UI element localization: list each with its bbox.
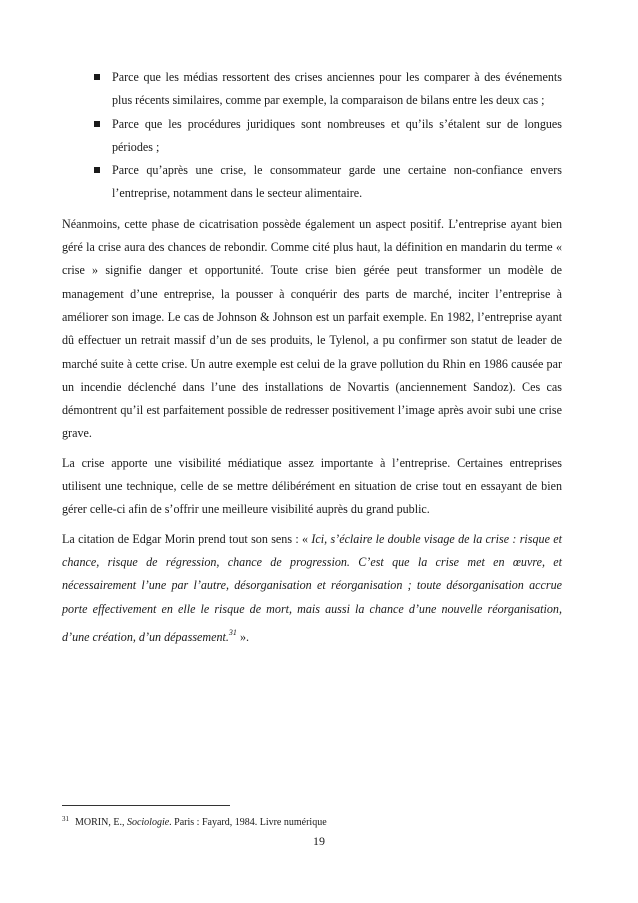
bullet-list	[62, 66, 562, 206]
square-bullet-icon	[94, 167, 100, 173]
list-item	[62, 113, 562, 160]
quote-closing: ».	[236, 629, 250, 644]
footnote-number: 31	[62, 815, 69, 823]
bullet-text: Parce qu’après une crise, le consommateur garde une certaine non-confiance envers l’entreprise, notamment dans le secteur alimentaire.	[112, 163, 562, 201]
quote-paragraph	[62, 528, 562, 649]
footnote-details: . Paris : Fayard, 1984. Livre numérique	[169, 817, 327, 828]
footnote-title: Sociologie	[126, 817, 170, 828]
footnote-reference[interactable]: 31	[228, 627, 237, 637]
list-item	[62, 159, 562, 206]
footnote	[62, 813, 562, 829]
square-bullet-icon	[94, 74, 100, 80]
quote-intro: La citation de Edgar Morin prend tout son sens : «	[62, 531, 312, 546]
bullet-text: Parce que les procédures juridiques sont nombreuses et qu’ils s’étalent sur de longues périodes ;	[112, 116, 562, 154]
paragraph: La crise apporte une visibilité médiatique assez importante à l’entreprise. Certaines entreprises utilisent une technique, celle de se mettre délibérément en situation de crise tout en essayant de bien gérer celle-ci afin de s’offrir une meilleure visibilité auprès du grand public.	[62, 455, 562, 517]
footnote-divider	[62, 805, 230, 806]
body-text	[62, 66, 562, 649]
paragraph: Néanmoins, cette phase de cicatrisation possède également un aspect positif. L’entreprise ayant bien géré la crise aura des chances de rebondir. Comme cité plus haut, la définition en mandarin du terme « crise » signifie danger et opportunité. Toute crise bien gérée peut transformer un modèle de management d’une entreprise, la pousser à conquérir des parts de marché, inciter l’entreprise à améliorer son image. Le cas de Johnson & Johnson est un parfait exemple. En 1982, l’entreprise ayant dû effectuer un retrait massif d’un de ses produits, le Tylenol, a pu confirmer son statut de leader de marché suite à cette crise. Un autre exemple est celui de la grave pollution du Rhin en 1986 causée par un incendie déclenché dans l’une des installations de Novartis (anciennement Sandoz). Ces cas démontrent qu’il est parfaitement possible de redresser positivement l’image après avoir subi une crise grave.	[62, 216, 562, 441]
page-number: 19	[313, 834, 325, 848]
quote-text: Ici, s’éclaire le double visage de la crise : risque et chance, risque de régression, chance de progression. C’est que la crise met en œuvre, et nécessairement l’une par l’autre, désorganisation et réorganisation ; toute désorganisation accrue porte effectivement en elle le risque de mort, mais aussi la chance d’une nouvelle réorganisation, d’une création, d’un dépassement.	[62, 531, 562, 644]
bullet-text: Parce que les médias ressortent des crises anciennes pour les comparer à des événements plus récents similaires, comme par exemple, la comparaison de bilans entre les deux cas ;	[112, 70, 562, 108]
square-bullet-icon	[94, 121, 100, 127]
list-item	[62, 66, 562, 113]
footnote-author: MORIN, E.,	[75, 817, 127, 828]
